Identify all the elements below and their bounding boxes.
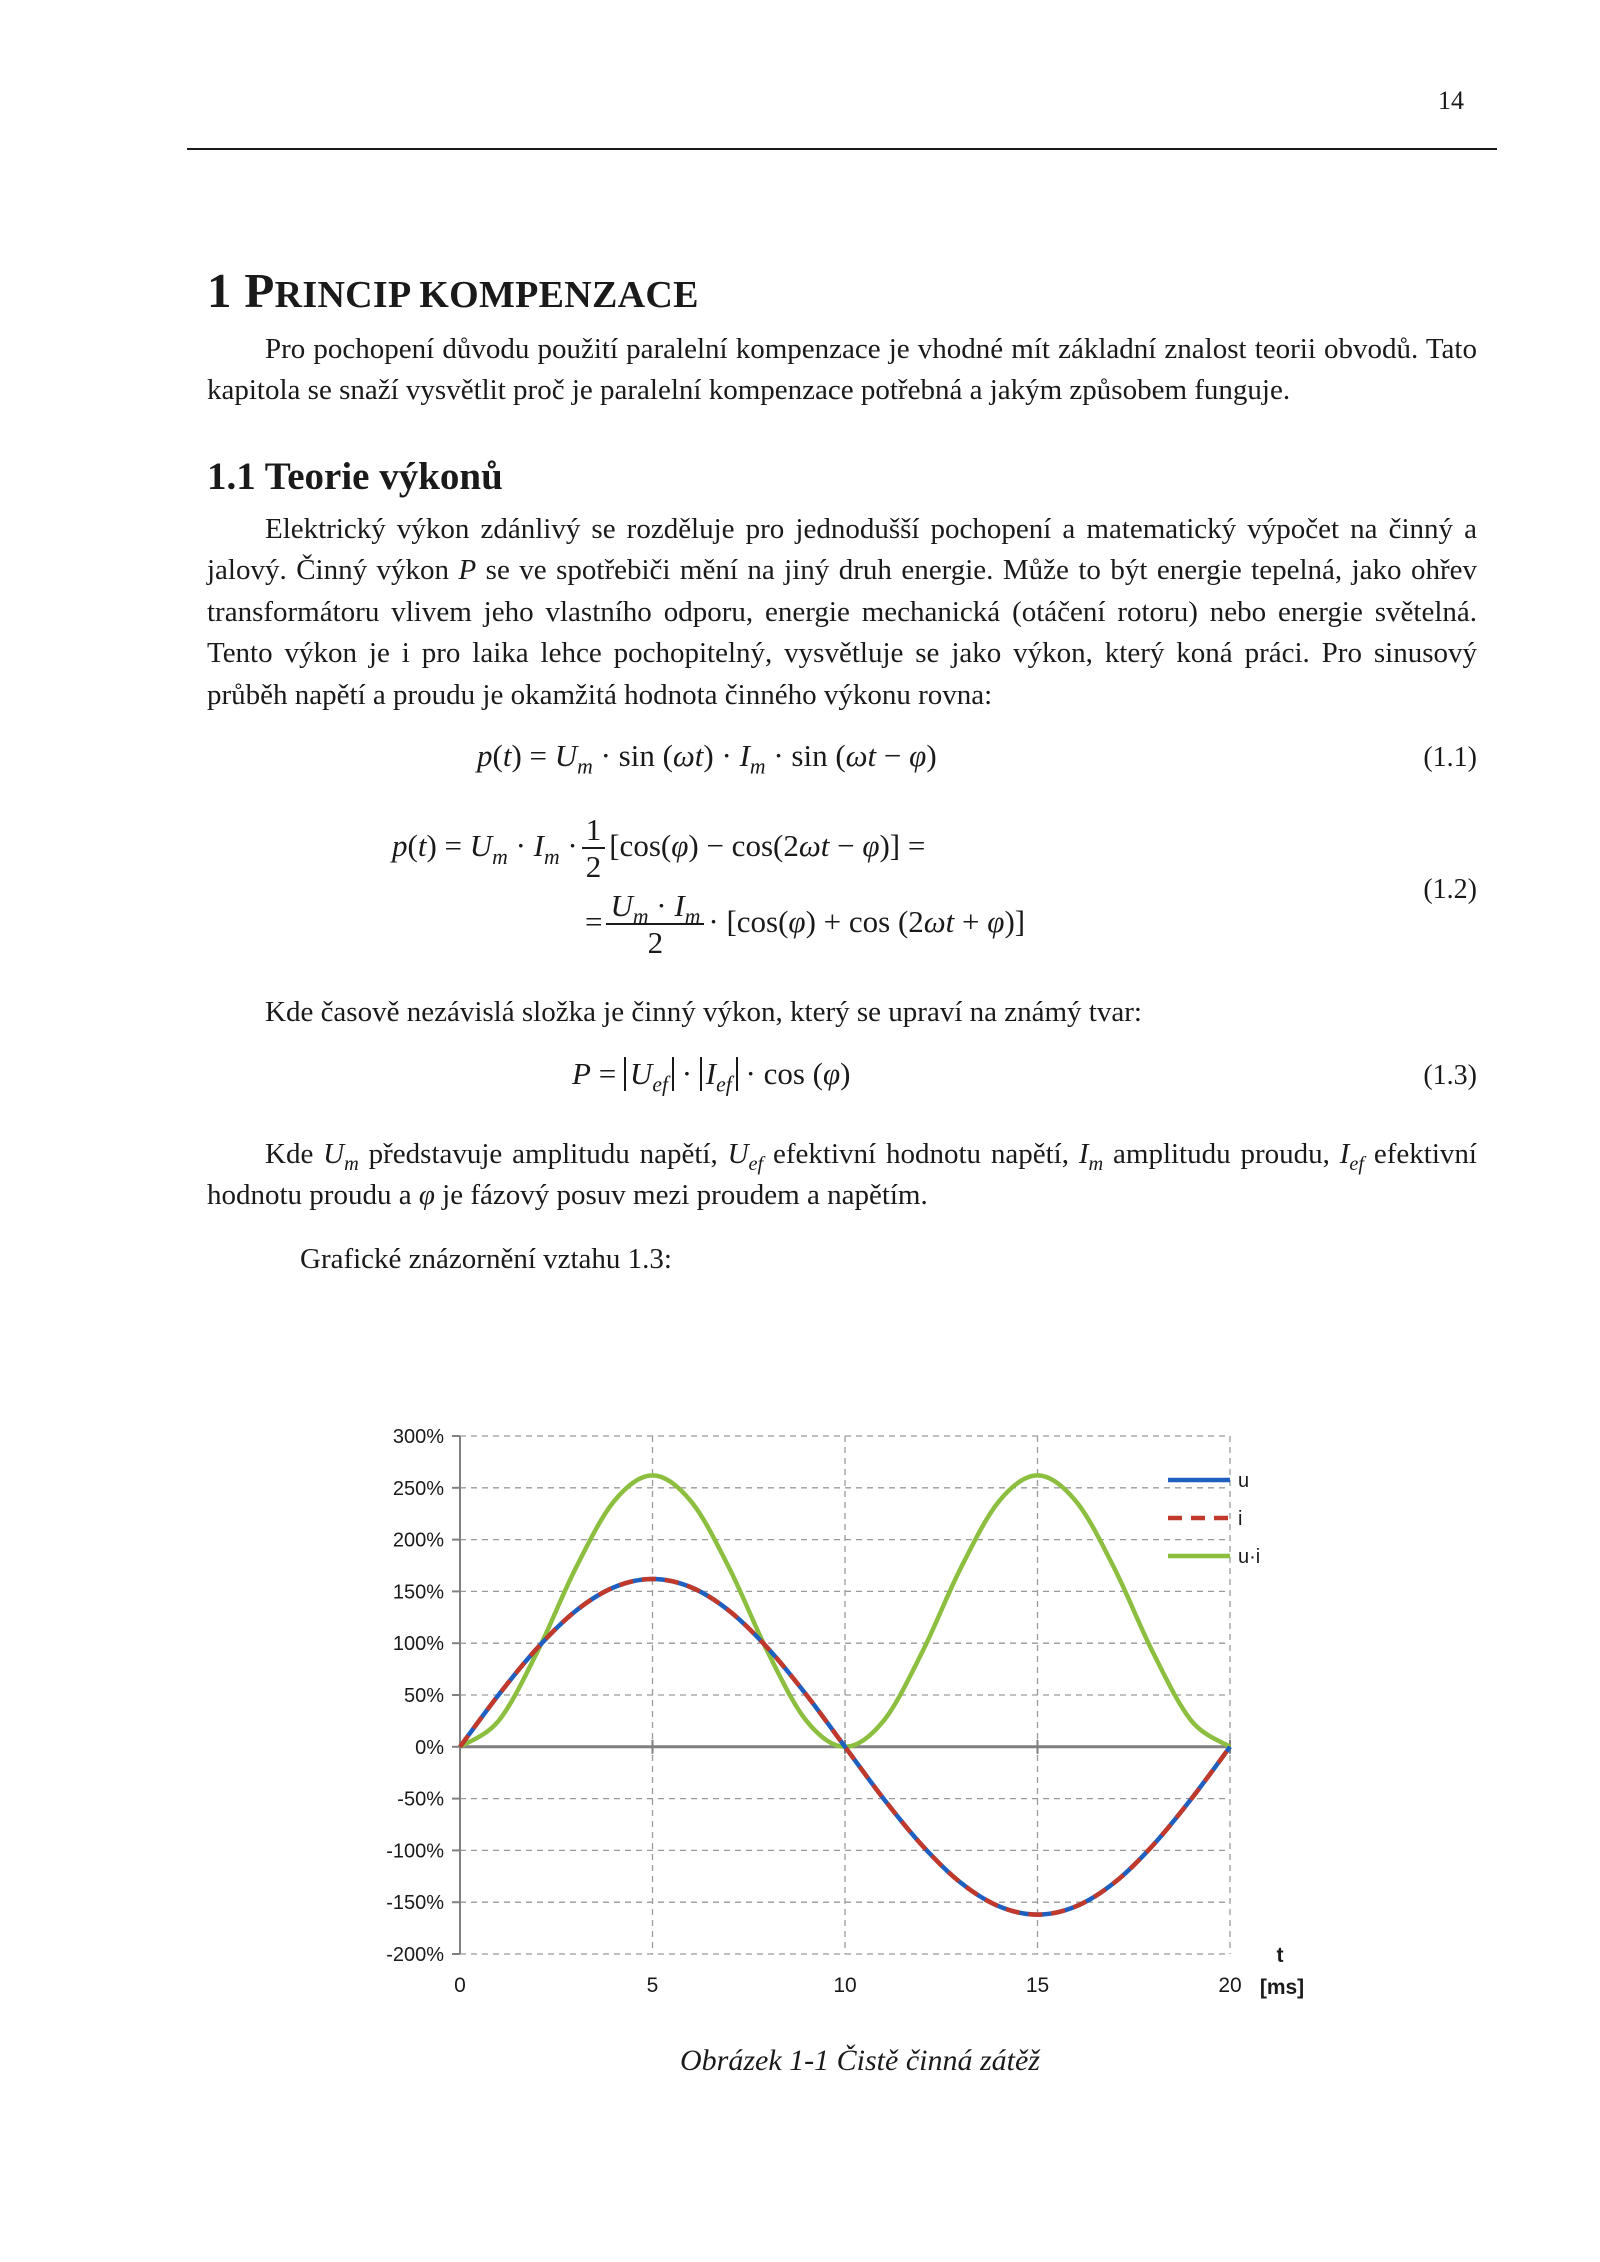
- y-tick-label: 50%: [403, 1685, 444, 1707]
- y-tick-label: 300%: [392, 1426, 444, 1448]
- y-tick-label: 250%: [392, 1477, 444, 1500]
- x-axis-label: t: [1276, 1944, 1284, 1967]
- x-tick-label: 10: [833, 1974, 857, 1997]
- x-tick-label: 20: [1218, 1974, 1242, 1997]
- paragraph-active-power: Elektrický výkon zdánlivý se rozděluje pro jednodušší pochopení a matematický výpočet na činný a jalový. Činný výkon P se ve spotřebiči mění na jiný druh energie. Může to být energie tepelná, jako ohřev transformátoru vlivem jeho vlastního odporu, energie mechanická (otáčení rotoru) nebo energie světelná. Tento výkon je i pro laika lehce pochopitelný, vysvětluje se jako výkon, který koná práci. Pro sinusový průběh napětí a proudu je okamžitá hodnota činného výkonu rovna:: [207, 512, 1477, 711]
- x-axis-unit: [ms]: [1259, 1976, 1305, 1999]
- figure-caption: Obrázek 1-1 Čistě činná zátěž: [680, 2044, 1040, 2077]
- equation-number: (1.1): [1423, 742, 1477, 774]
- section-title: 1.1 Teorie výkonů: [207, 454, 503, 498]
- equation-1-3: $P = U_{ef} \cdot I_{ef} \cdot \cos (\varphi)$ (1.3): [572, 1055, 1477, 1097]
- legend-label: u·i: [1238, 1546, 1261, 1568]
- chapter-title: 1 PRINCIP KOMPENZACE: [207, 263, 699, 318]
- y-tick-label: -200%: [386, 1944, 444, 1966]
- x-tick-label: 5: [646, 1974, 659, 1997]
- page-content: [207, 262, 1477, 1280]
- x-tick-label: 15: [1025, 1974, 1050, 1997]
- y-tick-label: -100%: [386, 1840, 444, 1863]
- page-number: 14: [1438, 86, 1464, 115]
- paragraph-time-independent: Kde časově nezávislá složka je činný výkon, který se upraví na známý tvar:: [265, 996, 1142, 1029]
- figure-chart: [350, 1420, 1330, 2020]
- y-tick-label: 150%: [392, 1581, 444, 1604]
- paragraph-symbols: Kde $U_m$ představuje amplitudu napětí, $U_{ef}$ efektivní hodnotu napětí, $I_m$ amplitudu proudu, $I_{ef}$ efektivní hodnotu proudu a φ je fázový posuv mezi proudem a napětím.: [207, 1137, 1477, 1212]
- equation-number: (1.2): [1423, 874, 1477, 906]
- legend-label: i: [1238, 1508, 1243, 1530]
- y-tick-label: 200%: [392, 1529, 444, 1552]
- y-tick-label: 100%: [392, 1633, 444, 1656]
- legend-label: u: [1238, 1470, 1250, 1492]
- intro-paragraph: Pro pochopení důvodu použití paralelní kompenzace je vhodné mít základní znalost teorii obvodů. Tato kapitola se snaží vysvětlit proč je paralelní kompenzace potřebná a jakým způsobem funguje.: [207, 332, 1477, 407]
- header-rule: [187, 148, 1497, 150]
- x-tick-label: 0: [454, 1974, 466, 1997]
- equation-number: (1.3): [1423, 1059, 1477, 1091]
- y-tick-label: -150%: [386, 1892, 444, 1915]
- chart-svg: [350, 1420, 1330, 2020]
- y-tick-label: -50%: [397, 1788, 444, 1811]
- equation-1-1: $p(t) = U_m \cdot \sin (\omega t) \cdot I_m \cdot \sin (\omega t - \varphi)$ (1.1): [477, 738, 1477, 779]
- equation-1-2: $p(t) = U_m \cdot I_m$ · $\frac{1}{2}$ [cos(φ) − cos(2ωt − φ)] = = $\frac{U_m \cdot I_m}{2}$ · [cos(φ) + cos (2ωt + φ)] (1.2): [392, 812, 1477, 960]
- figure-intro: Grafické znázornění vztahu 1.3:: [300, 1242, 672, 1275]
- y-tick-label: 0%: [415, 1736, 444, 1759]
